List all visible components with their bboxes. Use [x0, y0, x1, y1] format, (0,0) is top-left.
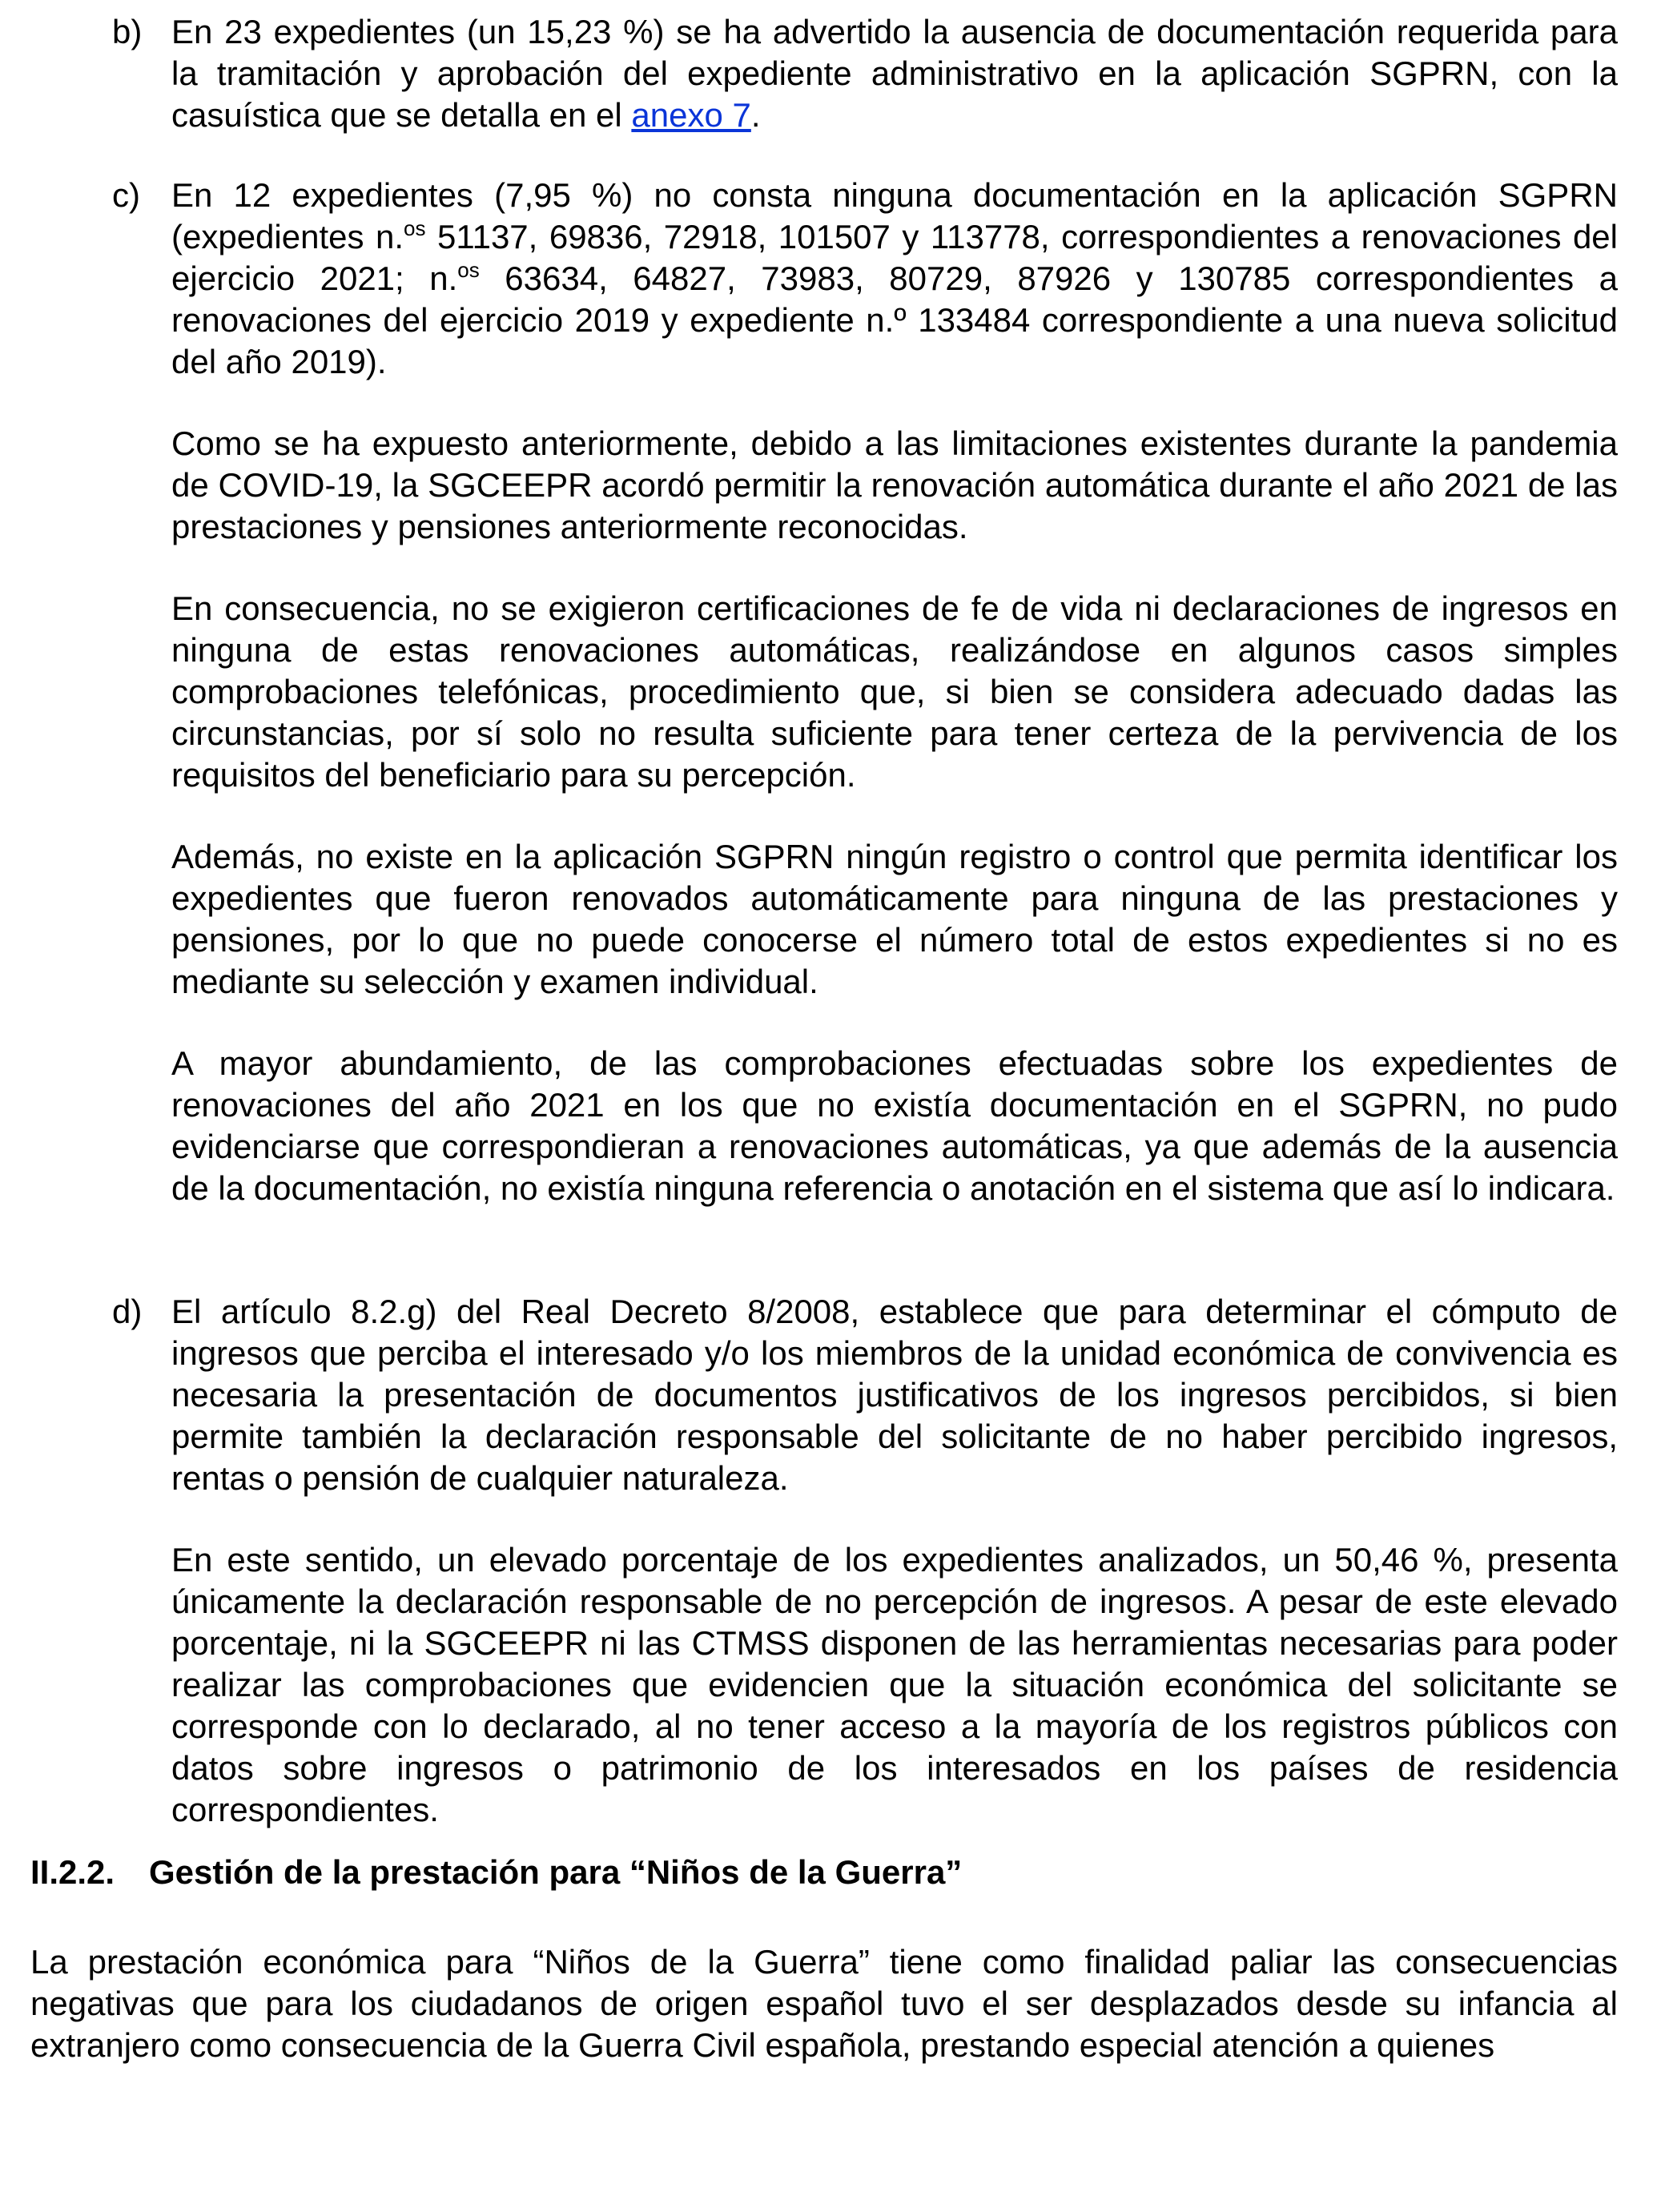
list-marker-c: c) [112, 176, 140, 214]
item-b-text-start: En 23 expedientes (un 15,23 %) se ha advertido la ausencia de documentación requerida para la tramitación y aprobación del expediente administrativo en la aplicación SGPRN, con la casuística que se detalla en el [171, 13, 1618, 134]
superscript-os-2: os [457, 258, 480, 282]
section-number: II.2.2. [30, 1853, 115, 1891]
item-c-paragraph-3: Además, no existe en la aplicación SGPRN ningún registro o control que permita identificar los expedientes que fueron renovados automáticamente para ninguna de las prestaciones y pensiones, por lo que no puede conocerse el número total de estos expedientes si no es mediante su selección y examen individual. [171, 838, 1618, 1000]
item-c-paragraph-2: En consecuencia, no se exigieron certificaciones de fe de vida ni declaraciones de ingresos en ninguna de estas renovaciones automáticas, realizándose en algunos casos simples comprobaciones telefónicas, procedimiento que, si bien se considera adecuado dadas las circunstancias, por sí solo no resulta suficiente para tener certeza de la pervivencia de los requisitos del beneficiario para su percepción. [171, 589, 1618, 794]
item-b-text [171, 11, 1618, 136]
item-c-text-part3: 63634, 64827, 73983, 80729, 87926 y 130785 correspondientes a renovaciones del ejercicio 2019 y expediente n.º 133484 correspondiente a una nueva solicitud del año 2019). [171, 259, 1618, 380]
body-paragraph: La prestación económica para “Niños de la Guerra” tiene como finalidad paliar las consecuencias negativas que para los ciudadanos de origen español tuvo el ser desplazados desde su infancia al extranjero como consecuencia de la Guerra Civil española, prestando especial atención a quienes [30, 1943, 1618, 2064]
list-marker-d: d) [112, 1293, 143, 1330]
list-marker-b: b) [112, 13, 143, 50]
item-c-text-part2: 51137, 69836, 72918, 101507 y 113778, correspondientes a renovaciones del ejercicio 2021; n. [171, 218, 1618, 297]
anexo-7-link[interactable]: anexo 7 [631, 96, 751, 134]
item-b-text-end: . [750, 96, 761, 134]
item-d-text: El artículo 8.2.g) del Real Decreto 8/2008, establece que para determinar el cómputo de ingresos que perciba el interesado y/o los miembros de la unidad económica de convivencia es necesaria la presentación de documentos justificativos de los ingresos percibidos, si bien permite también la declaración responsable del solicitante de no haber percibido ingresos, rentas o pensión de cualquier naturaleza. [171, 1293, 1618, 1497]
superscript-os-1: os [404, 216, 426, 240]
item-d-paragraph-2: En este sentido, un elevado porcentaje de los expedientes analizados, un 50,46 %, presenta únicamente la declaración responsable de no percepción de ingresos. A pesar de este elevado porcentaje, ni la SGCEEPR ni las CTMSS disponen de las herramientas necesarias para poder realizar las comprobaciones que evidencien que la situación económica del solicitante se corresponde con lo declarado, al no tener acceso a la mayoría de los registros públicos con datos sobre ingresos o patrimonio de los interesados en los países de residencia correspondientes. [171, 1541, 1618, 1828]
section-title-text: Gestión de la prestación para “Niños de la Guerra” [149, 1853, 963, 1891]
section-title [30, 1852, 1618, 1893]
section-heading [30, 1852, 1618, 1893]
item-c-text [171, 175, 1618, 383]
item-c-text-part1: En 12 expedientes (7,95 %) no consta ninguna documentación en la aplicación SGPRN (expedientes n. [171, 176, 1618, 255]
item-c-paragraph-4: A mayor abundamiento, de las comprobaciones efectuadas sobre los expedientes de renovaciones del año 2021 en los que no existía documentación en el SGPRN, no pudo evidenciarse que correspondieran a renovaciones automáticas, ya que además de la ausencia de la documentación, no existía ninguna referencia o anotación en el sistema que así lo indicara. [171, 1044, 1618, 1207]
item-c-paragraph-1: Como se ha expuesto anteriormente, debido a las limitaciones existentes durante la pandemia de COVID-19, la SGCEEPR acordó permitir la renovación automática durante el año 2021 de las prestaciones y pensiones anteriormente reconocidas. [171, 424, 1618, 545]
